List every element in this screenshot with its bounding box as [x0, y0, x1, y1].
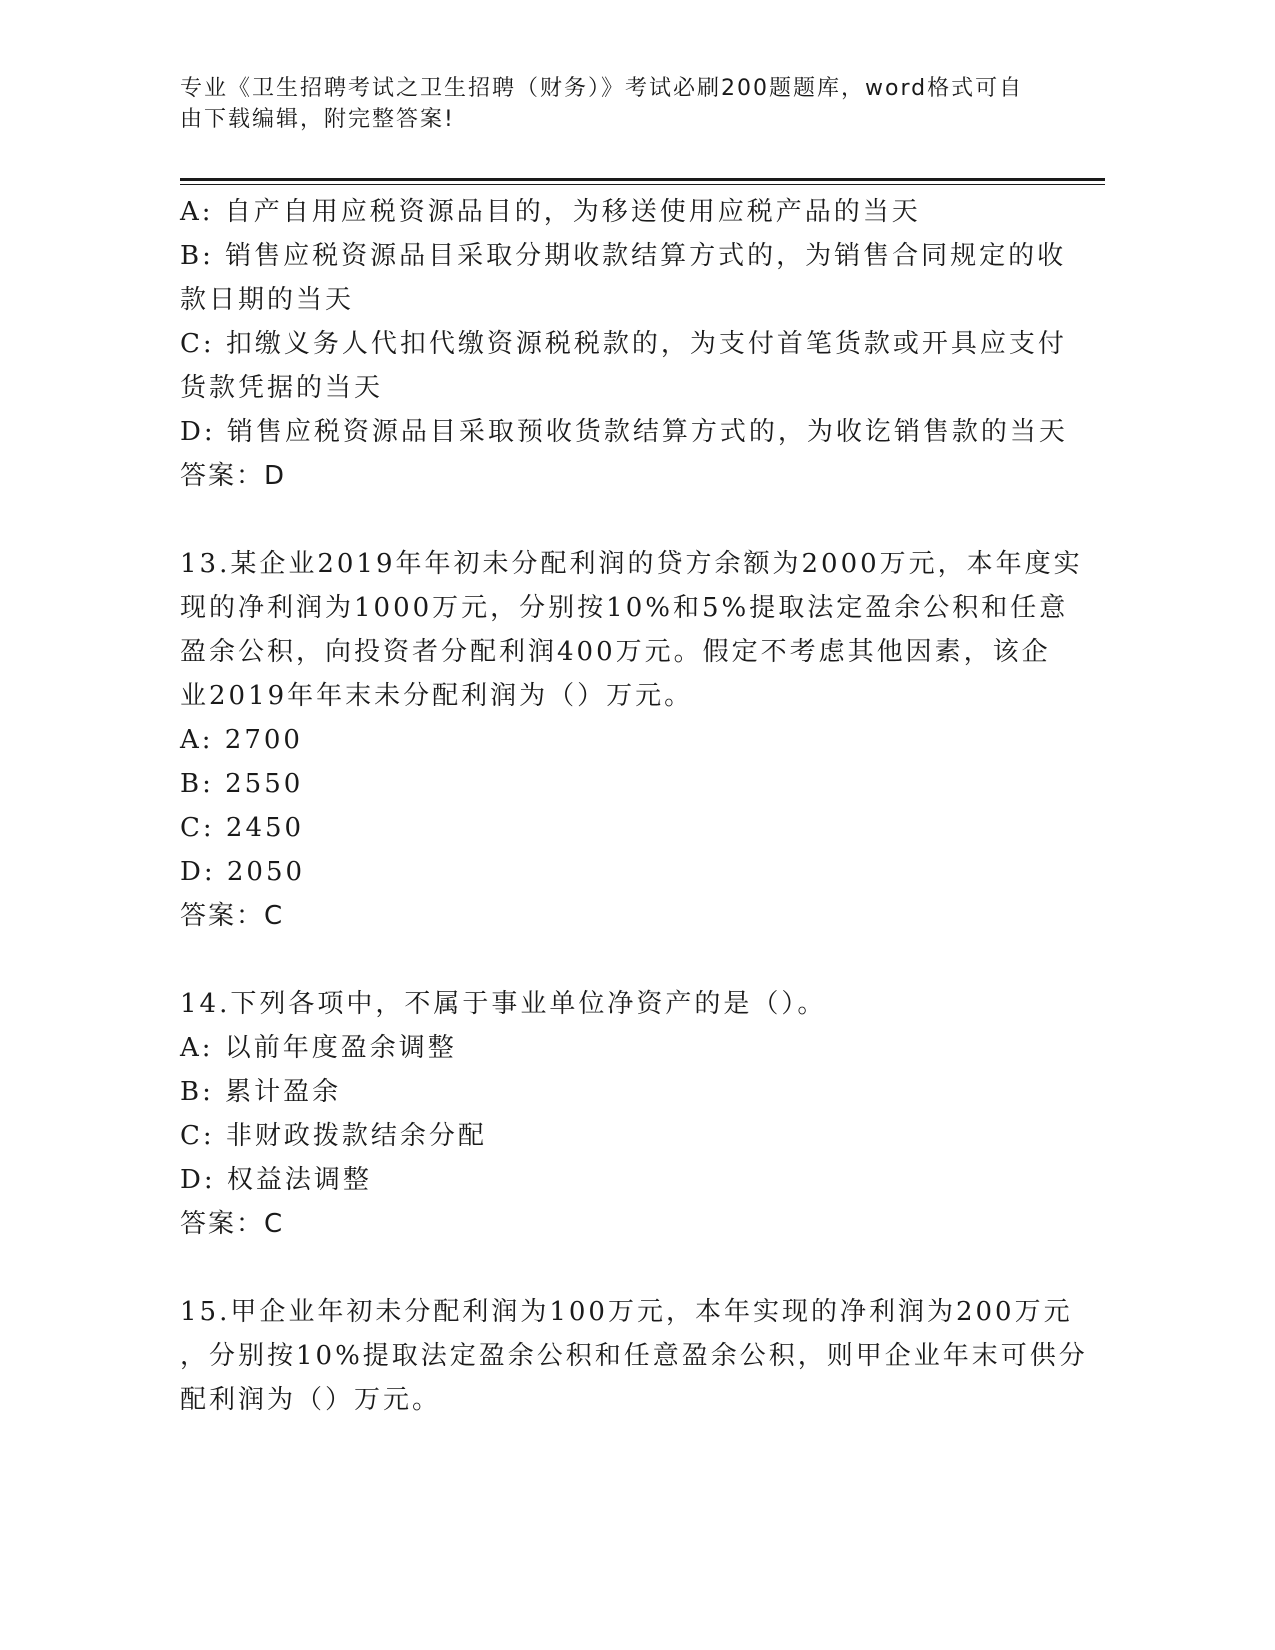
answer: 答案：C	[180, 1209, 285, 1239]
document-body	[180, 190, 1088, 1422]
document-header	[180, 73, 1060, 135]
question-stem-continued: 盈余公积，向投资者分配利润400万元。假定不考虑其他因素，该企	[180, 637, 1051, 667]
header-divider-thin	[180, 184, 1105, 185]
option-b: B: 销售应税资源品目采取分期收款结算方式的，为销售合同规定的收	[180, 241, 1067, 271]
option-a: A: 2700	[180, 725, 303, 755]
question-stem-continued: 配利润为（）万元。	[180, 1385, 442, 1415]
question-stem-continued: 现的净利润为1000万元，分别按10%和5%提取法定盈余公积和任意	[180, 593, 1069, 623]
header-divider-thick	[180, 178, 1105, 181]
option-d: D: 销售应税资源品目采取预收货款结算方式的，为收讫销售款的当天	[180, 417, 1068, 447]
answer: 答案：D	[180, 461, 287, 491]
option-c: C: 非财政拨款结余分配	[180, 1121, 487, 1151]
question-stem: 15.甲企业年初未分配利润为100万元，本年实现的净利润为200万元	[180, 1297, 1073, 1327]
answer: 答案：C	[180, 901, 285, 931]
header-line-2: 由下载编辑，附完整答案!	[180, 107, 455, 132]
option-b: B: 累计盈余	[180, 1077, 342, 1107]
question-stem-continued: ，分别按10%提取法定盈余公积和任意盈余公积，则甲企业年末可供分	[180, 1341, 1088, 1371]
question-stem: 13.某企业2019年年初未分配利润的贷方余额为2000万元，本年度实	[180, 549, 1083, 579]
option-c: C: 扣缴义务人代扣代缴资源税税款的，为支付首笔货款或开具应支付	[180, 329, 1067, 359]
option-d: D: 权益法调整	[180, 1165, 372, 1195]
option-a: A: 以前年度盈余调整	[180, 1033, 457, 1063]
option-a: A: 自产自用应税资源品目的，为移送使用应税产品的当天	[180, 197, 921, 227]
option-c-continued: 货款凭据的当天	[180, 373, 384, 403]
option-d: D: 2050	[180, 857, 306, 887]
spacer	[180, 498, 1060, 542]
question-12	[180, 190, 1068, 498]
option-b-continued: 款日期的当天	[180, 285, 355, 315]
question-stem: 14.下列各项中，不属于事业单位净资产的是（）。	[180, 989, 827, 1019]
option-c: C: 2450	[180, 813, 305, 843]
spacer	[180, 1246, 1060, 1290]
question-13	[180, 542, 1083, 938]
question-14	[180, 982, 1060, 1246]
question-stem-continued: 业2019年年末未分配利润为（）万元。	[180, 681, 694, 711]
header-line-1: 专业《卫生招聘考试之卫生招聘（财务）》考试必刷200题题库，word格式可自	[180, 76, 1024, 101]
option-b: B: 2550	[180, 769, 304, 799]
question-15	[180, 1290, 1088, 1422]
spacer	[180, 938, 1060, 982]
